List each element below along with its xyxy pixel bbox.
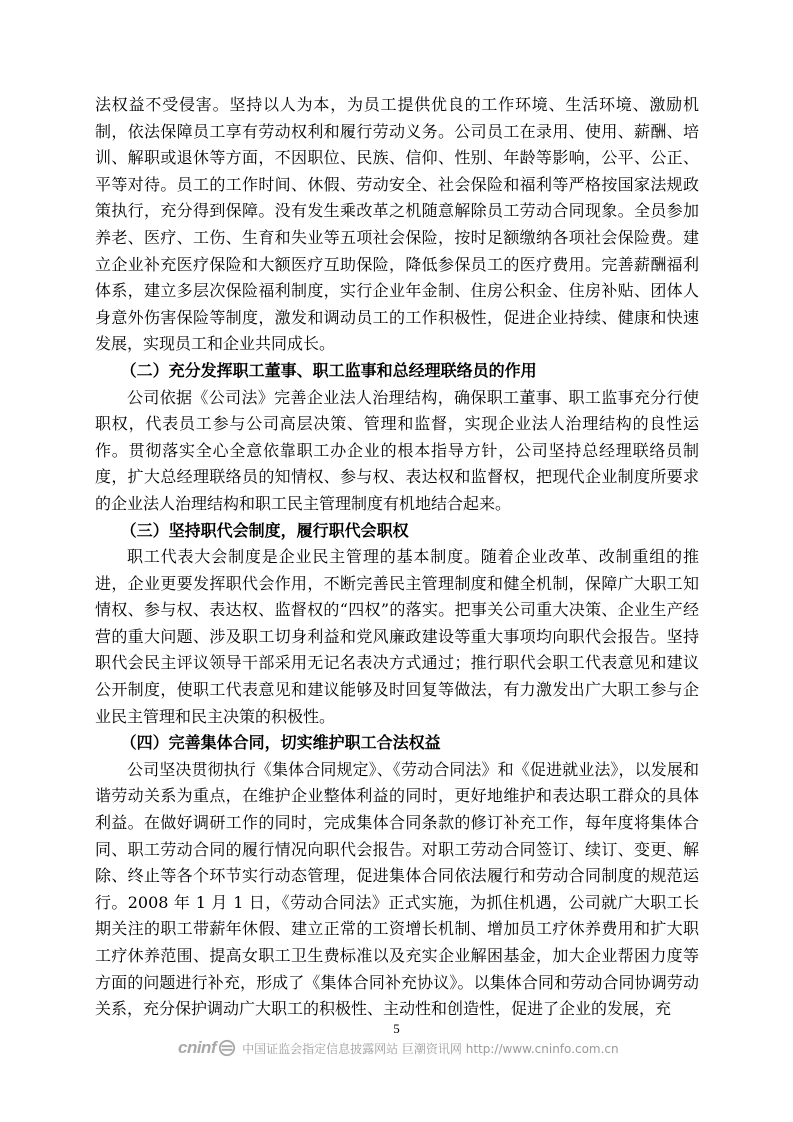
footer-text: 中国证监会指定信息披露网站 巨潮资讯网 http://www.cninfo.com.cn xyxy=(242,1041,619,1056)
logo-text: cninf xyxy=(178,1038,217,1057)
cninfo-logo-icon xyxy=(218,1039,236,1057)
document-body xyxy=(95,92,699,1023)
paragraph-4: 公司坚决贯彻执行《集体合同规定》、《劳动合同法》和《促进就业法》，以发展和谐劳动关系为重点，在维护企业整体利益的同时，更好地维护和表达职工群众的具体利益。在做好调研工作的同时，完成集体合同条款的修订补充工作，每年度将集体合同、职工劳动合同的履行情况向职代会报告。对职工劳动合同签订、续订、变更、解除、终止等各个环节实行动态管理，促进集体合同依法履行和劳动合同制度的规范运行。2008 年 1 月 1 日，《劳动合同法》正式实施，为抓住机遇，公司就广大职工长期关注的职工带薪年休假、建立正常的工资增长机制、增加员工疗休养费用和扩大职工疗休养范围、提高女职工卫生费标准以及充实企业解困基金，加大企业帮困力度等方面的问题进行补充，形成了《集体合同补充协议》。以集体合同和劳动合同协调劳动关系，充分保护调动广大职工的积极性、主动性和创造性，促进了企业的发展，充 xyxy=(95,759,699,1019)
section-heading-2: （二）充分发挥职工董事、职工监事和总经理联络员的作用 xyxy=(120,360,537,380)
cninfo-logo xyxy=(178,1038,242,1058)
section-heading-4: （四）完善集体合同，切实维护职工合法权益 xyxy=(120,733,441,753)
paragraph-2: 公司依据《公司法》完善企业法人治理结构，确保职工董事、职工监事充分行使职权，代表员工参与公司高层决策、管理和监督，实现企业法人治理结构的良性运作。贯彻落实全心全意依靠职工办企业的根本指导方针，公司坚持总经理联络员制度，扩大总经理联络员的知情权、参与权、表达权和监督权，把现代企业制度所要求的企业法人治理结构和职工民主管理制度有机地结合起来。 xyxy=(95,387,699,513)
footer xyxy=(178,1034,619,1062)
paragraph-3: 职工代表大会制度是企业民主管理的基本制度。随着企业改革、改制重组的推进，企业更要发挥职代会作用，不断完善民主管理制度和健全机制，保障广大职工知情权、参与权、表达权、监督权的“四权”的落实。把事关公司重大决策、企业生产经营的重大问题、涉及职工切身利益和党风廉政建设等重大事项均向职代会报告。坚持职代会民主评议领导干部采用无记名表决方式通过；推行职代会职工代表意见和建议公开制度，使职工代表意见和建议能够及时回复等做法，有力激发出广大职工参与企业民主管理和民主决策的积极性。 xyxy=(95,547,699,726)
page-number: 5 xyxy=(393,1021,400,1036)
paragraph-1: 法权益不受侵害。坚持以人为本，为员工提供优良的工作环境、生活环境、激励机制，依法保障员工享有劳动权利和履行劳动义务。公司员工在录用、使用、薪酬、培训、解职或退休等方面，不因职位、民族、信仰、性别、年龄等影响，公平、公正、平等对待。员工的工作时间、休假、劳动安全、社会保险和福利等严格按国家法规政策执行，充分得到保障。没有发生乘改革之机随意解除员工劳动合同现象。全员参加养老、医疗、工伤、生育和失业等五项社会保险，按时足额缴纳各项社会保险费。建立企业补充医疗保险和大额医疗互助保险，降低参保员工的医疗费用。完善薪酬福利体系，建立多层次保险福利制度，实行企业年金制、住房公积金、住房补贴、团体人身意外伤害保险等制度，激发和调动员工的工作积极性，促进企业持续、健康和快速发展，实现员工和企业共同成长。 xyxy=(95,95,699,354)
section-heading-3: （三）坚持职代会制度，履行职代会职权 xyxy=(120,520,409,540)
